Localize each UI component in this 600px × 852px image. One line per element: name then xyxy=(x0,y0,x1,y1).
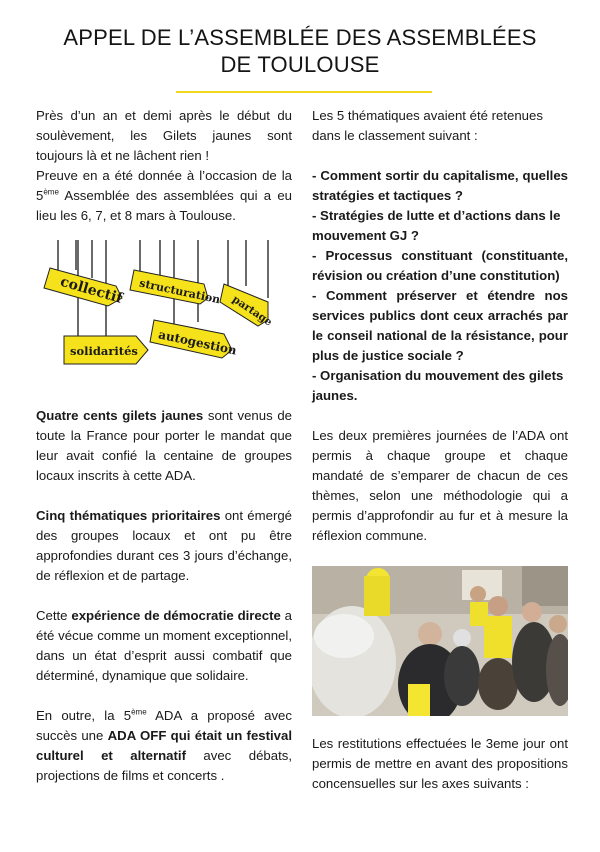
right-column xyxy=(312,106,568,406)
title-line-1: APPEL DE L’ASSEMBLÉE DES ASSEMBLÉES xyxy=(63,25,537,50)
title-underline xyxy=(176,91,432,93)
sign-solidarites: solidarités xyxy=(70,344,138,358)
proof-paragraph: Preuve en a été donnée à l’occasion de la 5ème Assemblée des assemblées qui a eu lieu les 6, 7, et 8 mars à Toulouse. xyxy=(36,168,292,223)
themes-intro: Les 5 thématiques avaient été retenues dans le classement suivant : xyxy=(312,108,543,143)
sign-autogestion: autogestion xyxy=(157,327,238,358)
democracy-paragraph: Cette expérience de démocratie directe a été vécue comme un moment exceptionnel, dans un état d’esprit aussi combatif que déterminé, dynamique que solidaire. xyxy=(36,608,293,683)
signs-illustration xyxy=(36,240,292,396)
right-column-lower xyxy=(312,734,568,794)
theme-item: - Comment préserver et étendre nos services publics dont ceux arrachés par le conseil national de la résistance, pour plus de justice sociale ? xyxy=(312,288,568,363)
theme-item: - Comment sortir du capitalisme, quelles stratégies et tactiques ? xyxy=(312,168,568,203)
restitution-paragraph: Les restitutions effectuées le 3eme jour ont permis de mettre en avant des propositions concensuelles sur les axes suivants : xyxy=(312,736,568,791)
first-days-paragraph: Les deux premières journées de l’ADA ont permis à chaque groupe et chaque mandaté de s’emparer de chacun de ces thèmes, selon une méthodologie qui a permis d’approfondir au fur et à mesure la réflexion commune. xyxy=(312,428,568,543)
intro-paragraph: Près d’un an et demi après le début du soulèvement, les Gilets jaunes sont toujours là et ne lâchent rien ! xyxy=(36,108,292,163)
title-line-2: DE TOULOUSE xyxy=(220,52,380,77)
theme-item: - Organisation du mouvement des gilets jaunes. xyxy=(312,368,564,403)
attendance-paragraph: Quatre cents gilets jaunes sont venus de toute la France pour porter le mandat que leur avait confié la centaine de groupes locaux inscrits à cette ADA. xyxy=(36,408,293,483)
page-title xyxy=(0,24,600,78)
meeting-photo xyxy=(312,566,568,716)
theme-item: - Processus constituant (constituante, révision ou création d’une constitution) xyxy=(312,248,568,283)
themes-paragraph: Cinq thématiques prioritaires ont émergé des groupes locaux et ont pu être approfondies durant ces 3 jours d’échange, de réflexion et de partage. xyxy=(36,508,293,583)
ada-off-paragraph: En outre, la 5ème ADA a proposé avec succès une ADA OFF qui était un festival culturel et alternatif avec débats, projections de films et concerts . xyxy=(36,707,293,783)
sign-partage: partage xyxy=(229,293,275,329)
theme-item: - Stratégies de lutte et d’actions dans le mouvement GJ ? xyxy=(312,208,561,243)
left-column-lower xyxy=(36,406,292,786)
sign-collectif: collectif xyxy=(58,273,125,307)
left-column xyxy=(36,106,292,226)
right-column-middle xyxy=(312,426,568,546)
sign-structuration: structuration xyxy=(138,276,222,307)
